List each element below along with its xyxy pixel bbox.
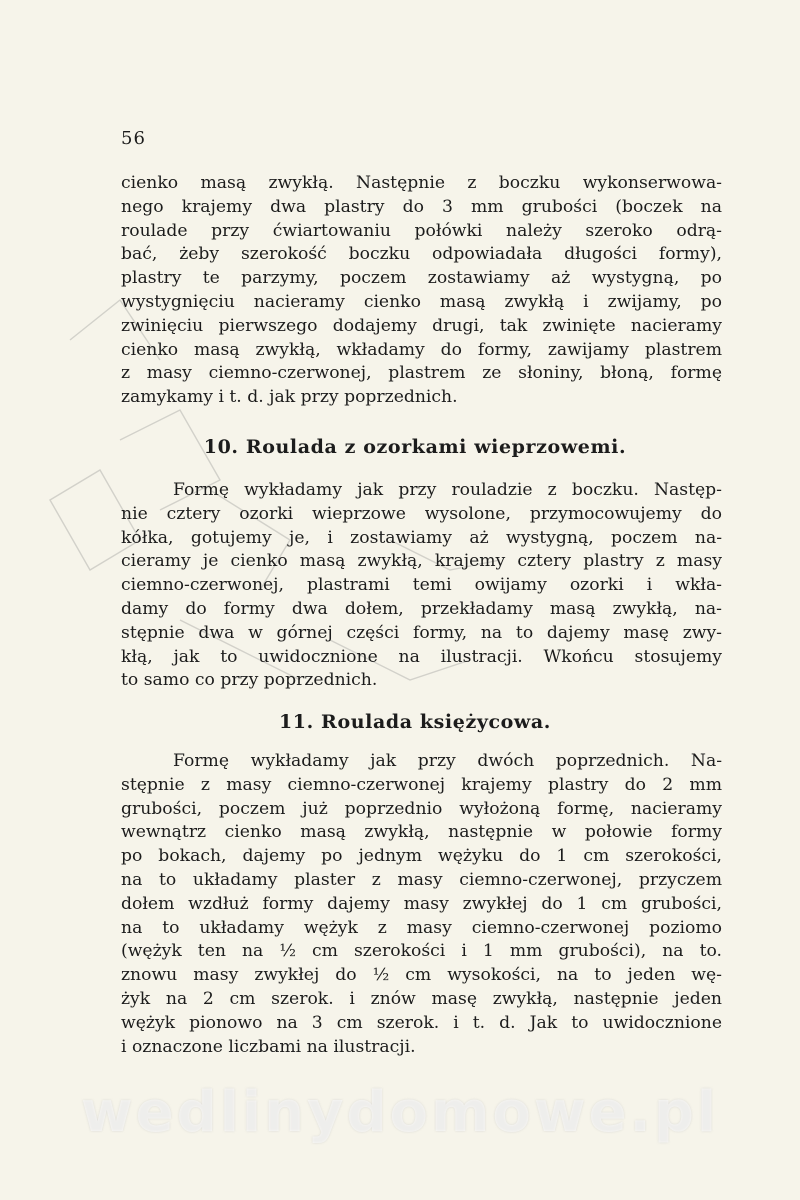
text-line: nie cztery ozorki wieprzowe wysolone, przymocowujemy do — [121, 503, 722, 524]
text-line: po bokach, dajemy po jednym wężyku do 1 cm szerokości, — [121, 846, 722, 867]
text-line: żyk na 2 cm szerok. i znów masę zwykłą, następnie jeden — [121, 988, 722, 1009]
text-line: z masy ciemno-czerwonej, plastrem ze słoniny, błoną, formę — [121, 363, 722, 384]
text-line: damy do formy dwa dołem, przekładamy masą zwykłą, na- — [121, 598, 722, 619]
text-line: cienko masą zwykłą, wkładamy do formy, zawijamy plastrem — [121, 339, 722, 360]
text-line: (wężyk ten na ½ cm szerokości i 1 mm grubości), na to. — [121, 941, 722, 962]
text-line: stępnie dwa w górnej części formy, na to dajemy masę zwy- — [121, 622, 722, 643]
site-watermark: wedlinydomowe.pl — [80, 1080, 720, 1145]
text-line: wystygnięciu nacieramy cienko masą zwykłą i zwijamy, po — [121, 291, 722, 312]
text-line: grubości, poczem już poprzednio wyłożoną formę, nacieramy — [121, 798, 722, 819]
text-line: plastry te parzymy, poczem zostawiamy aż wystygną, po — [121, 268, 722, 289]
text-line: to samo co przy poprzednich. — [121, 670, 378, 691]
text-line: dołem wzdłuż formy dajemy masy zwykłej do 1 cm grubości, — [121, 893, 722, 914]
text-line: na to układamy plaster z masy ciemno-czerwonej, przyczem — [121, 869, 722, 890]
text-line: na to układamy wężyk z masy ciemno-czerwonej poziomo — [121, 917, 722, 938]
section-heading-10: 10. Roulada z ozorkami wieprzowemi. — [203, 436, 627, 458]
page-number: 56 — [121, 128, 146, 149]
text-line: wężyk pionowo na 3 cm szerok. i t. d. Jak to uwidocznione — [121, 1012, 722, 1033]
paragraph-ozorki — [121, 479, 722, 693]
text-line: zamykamy i t. d. jak przy poprzednich. — [121, 387, 458, 408]
text-line: Formę wykładamy jak przy dwóch poprzednich. Na- — [173, 751, 722, 771]
text-line: ciemno-czerwonej, plastrami temi owijamy ozorki i wkła- — [121, 575, 722, 596]
paragraph-boczek-continuation — [121, 172, 722, 410]
text-line: znowu masy zwykłej do ½ cm wysokości, na to jeden wę- — [121, 965, 722, 986]
text-line: roulade przy ćwiartowaniu połówki należy szeroko odrą- — [121, 220, 722, 241]
text-line: cienko masą zwykłą. Następnie z boczku wykonserwowa- — [121, 173, 722, 193]
paragraph-ksiezycowa — [121, 750, 722, 1059]
text-line: zwinięciu pierwszego dodajemy drugi, tak zwinięte nacieramy — [121, 315, 722, 336]
text-line: cieramy je cienko masą zwykłą, krajemy cztery plastry z masy — [121, 551, 722, 572]
text-line: stępnie z masy ciemno-czerwonej krajemy plastry do 2 mm — [121, 774, 722, 795]
text-line: Formę wykładamy jak przy rouladzie z boczku. Następ- — [173, 480, 722, 500]
text-line: nego krajemy dwa plastry do 3 mm grubości (boczek na — [121, 196, 722, 217]
section-heading-11: 11. Roulada księżycowa. — [278, 711, 551, 733]
text-line: wewnątrz cienko masą zwykłą, następnie w połowie formy — [121, 822, 722, 843]
text-line: kłą, jak to uwidocznione na ilustracji. Wkońcu stosujemy — [121, 646, 722, 667]
text-line: i oznaczone liczbami na ilustracji. — [121, 1036, 416, 1057]
text-line: bać, żeby szerokość boczku odpowiadała długości formy), — [121, 244, 722, 265]
text-line: kółka, gotujemy je, i zostawiamy aż wystygną, poczem na- — [121, 527, 722, 548]
